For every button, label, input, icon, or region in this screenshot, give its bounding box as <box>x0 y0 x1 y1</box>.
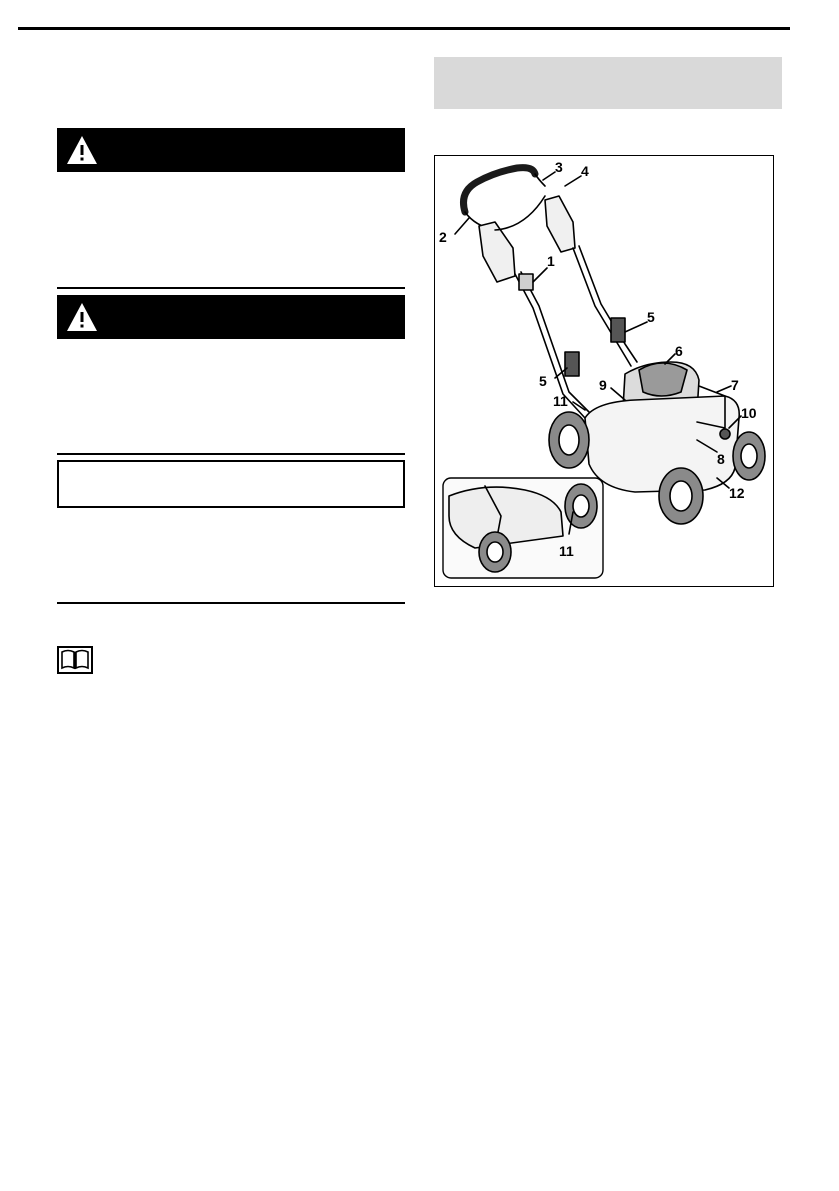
section-divider <box>57 602 405 604</box>
callout-6: 6 <box>675 343 683 359</box>
top-rule <box>18 27 790 30</box>
callout-1: 1 <box>547 253 555 269</box>
callout-12: 12 <box>729 485 745 501</box>
callout-4: 4 <box>581 163 589 179</box>
lawnmower-figure <box>434 155 774 587</box>
callout-5-right: 5 <box>647 309 655 325</box>
manual-book-icon <box>57 646 93 674</box>
section-divider <box>57 453 405 455</box>
notice-box <box>57 460 405 508</box>
section-heading-box <box>434 57 782 109</box>
callout-3: 3 <box>555 159 563 175</box>
callout-10: 10 <box>741 405 757 421</box>
warning-header-1 <box>57 128 405 172</box>
lawnmower-drawing <box>435 156 775 588</box>
warning-triangle-icon <box>65 134 99 166</box>
callout-5-left: 5 <box>539 373 547 389</box>
callout-11-inset: 11 <box>559 543 574 559</box>
section-divider <box>57 287 405 289</box>
callout-7: 7 <box>731 377 739 393</box>
callout-9: 9 <box>599 377 607 393</box>
callout-2: 2 <box>439 229 447 245</box>
callout-11: 11 <box>553 393 568 409</box>
callout-8: 8 <box>717 451 725 467</box>
warning-header-2 <box>57 295 405 339</box>
warning-triangle-icon <box>65 301 99 333</box>
